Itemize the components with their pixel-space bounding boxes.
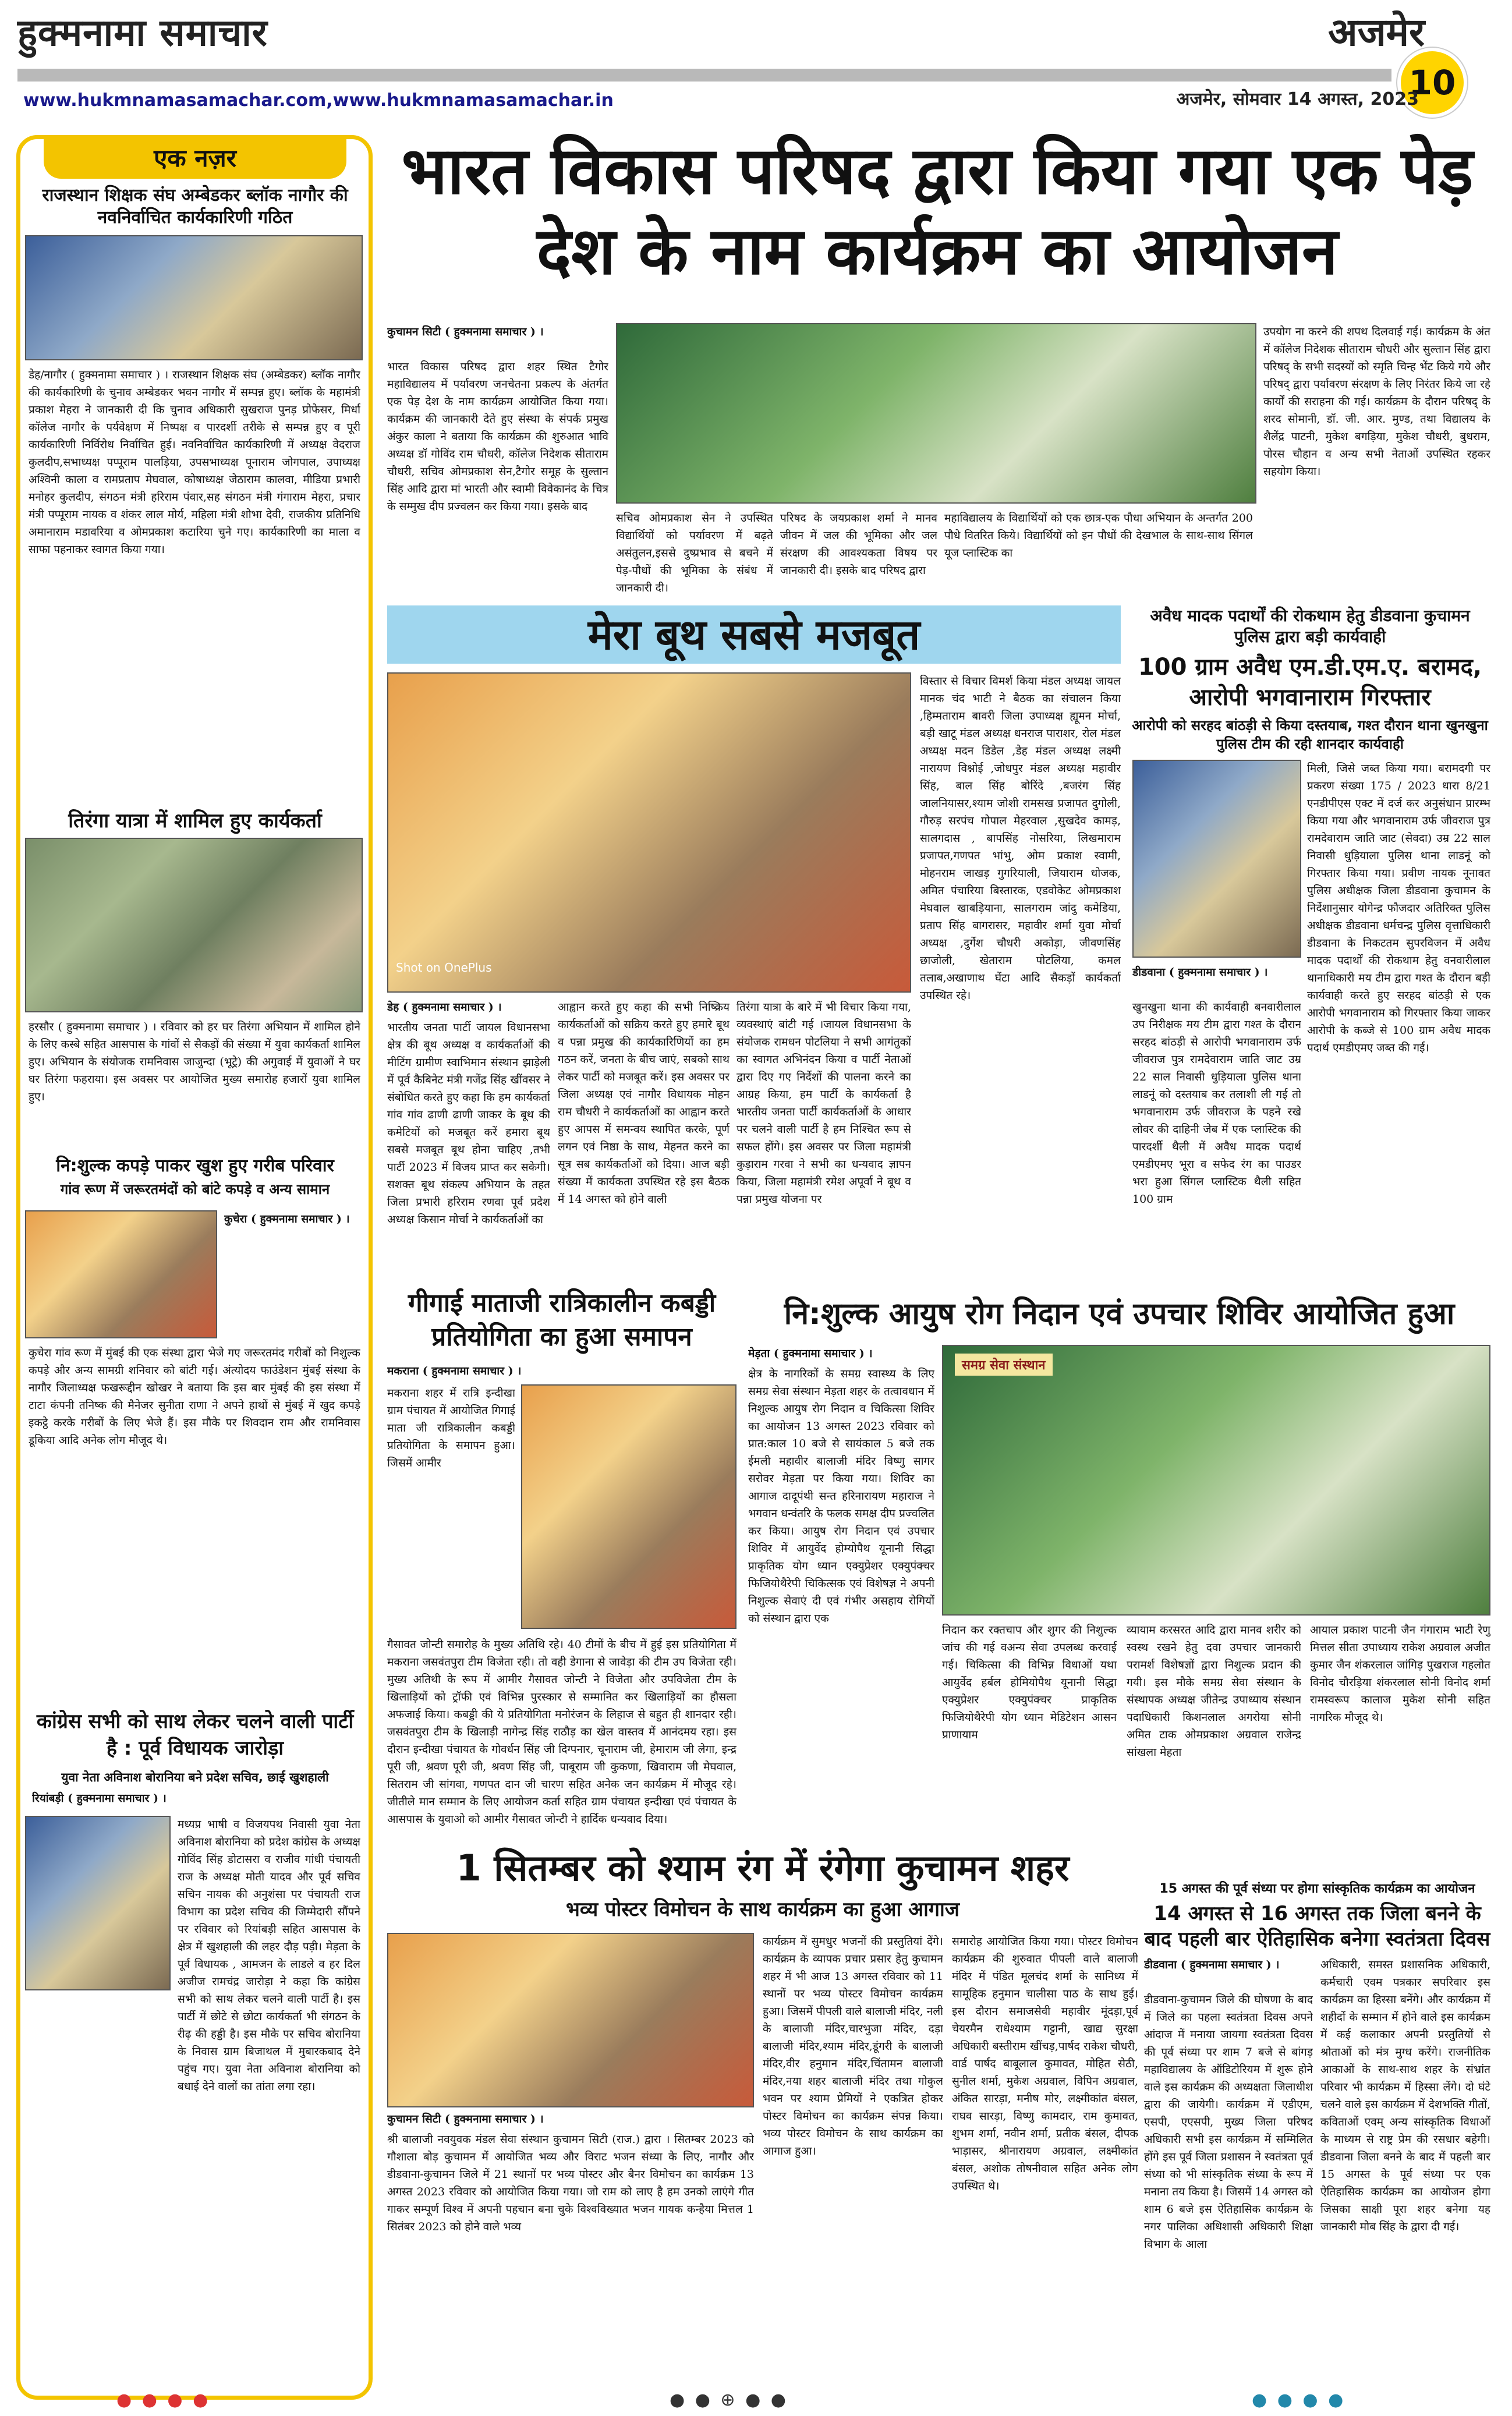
booth-column: आह्वान करते हुए कहा की सभी निष्क्रिय कार्यकर्ताओं को सक्रिय करते हुए हमारे बूथ व पन्ना प्रमुख की कार्यकारिणियों का हम गठन करें, जनता के बीच जाएं, सबको साथ लेकर पार्टी को मजबूत करें। इस अवसर पर जिला अध्यक्ष एवं नागौर विधायक मोहन राम चौधरी ने कार्यकर्ताओं का आह्वान करते हुए आपस में समन्वय स्थापित करके, पूर्ण लगन एवं निष्ठा के साथ, मेहनत करने का सूत्र सब कार्यकर्ताओं को दिया। आज बड़ी संख्या में कार्यकता उपस्थित रहे इस बैठक में 14 अगस्त को होने वाली (558, 1001, 730, 1206)
ayush-column: आयाल प्रकाश पाटनी जैन गंगाराम भाटी रेणु मित्तल सीता उपाध्याय राकेश अग्रवाल अजीत कुमार जैन शंकरलाल जांगिड़ पुखराज गहलोत विनोद चौरड़िया शंकरलाल सोनी विनोद शर्मा रामस्वरूप कालाज मुकेश सोनी सहित नागरिक मौजूद थे। (1310, 1624, 1490, 1724)
story-headline: तिरंगा यात्रा में शामिल हुए कार्यकर्ता (68, 809, 322, 833)
booth-column: विस्तार से विचार विमर्श किया मंडल अध्यक्ष जायल मानक चंद भाटी ने बैठक का संचालन किया ,हिम्मताराम बावरी जिला उपाध्यक्ष ह्यूमन मोर्चा, बड़ी खाटू मंडल अध्यक्ष धनराज पाराशर, रोल मंडल अध्यक्ष मदन डिडेल ,डेह मंडल अध्यक्ष लक्ष्मी नारायण विश्नोई ,जोधपुर मंडल अध्यक्ष महावीर सिंह, बाल सिंह बोरिंदे ,बजरंग सिंह जालनियासर,श्याम जोशी रामसख प्रजापत दुगोली, गौरुड़ सरपंच गोपाल मेहरवाल ,सुखदेव कामड़, सालगदास , बापसिंह नोसरिया, लिखमाराम प्रजापत,गणपत भांभु, ओम प्रकाश स्वामी, मोहनराम जाखड़ गुगरियाली, जियाराम धोजक, अमित पंचारिया बिस्तारक, एडवोकेट ओमप्रकाश मेघवाल खाबड़ियाना, सालगराम जांदु कमेडिया, प्रताप सिंह बागरासर, महावीर शर्मा युवा मोर्चा अध्यक्ष ,दुर्गेश चौधरी अकोड़ा, जीवणसिंह छाजोली, खेताराम पोटलिया, कमल तलाब,अखाणाथ घेंटा आदि सैकड़ों कार्यकर्ता उपस्थित रहे। (920, 675, 1121, 1002)
booth-photo (387, 672, 911, 993)
website-links[interactable]: www.hukmnamasamachar.com,www.hukmnamasamachar.in (23, 90, 614, 111)
ek-nazar-sidebar (16, 135, 373, 2400)
page-number-badge: 10 (1397, 48, 1467, 118)
photo-watermark: Shot on OnePlus (396, 961, 492, 975)
registration-dots-left: ● ● ● ● (116, 2390, 211, 2410)
story-photo (25, 838, 363, 1012)
kabaddi-body: मकराना शहर में रात्रि इन्दीखा ग्राम पंचायत में आयोजित गिगाई माता जी रात्रिकालीन कबड्डी प्रतियोगिता के समापन हुआ। जिसमें आमीर (387, 1387, 515, 1469)
ayush-photo (942, 1345, 1490, 1616)
booth-headline: मेरा बूथ सबसे मजबूत (387, 605, 1121, 664)
shyam-photo (387, 1933, 754, 2107)
independence-column: अधिकारी, समस्त प्रशासनिक अधिकारी, कर्मचारी एवम पत्रकार सपरिवार इस कार्यक्रम का हिस्सा बनेंगे। और कार्यक्रम में शहीदों के सम्मान में होने वाले इस कार्यक्रम में कई कलाकार अपनी प्रस्तुतियों से श्रोताओं को मंत्र मुग्ध करेंगे। राजनीतिक आकाओं के साथ-साथ शहर के संभ्रांत परिवार भी कार्यक्रम में हिस्सा लेंगे। दो घंटे चलने वाले इस कार्यक्रम में देशभक्ति गीतों, कविताओं एवम् अन्य सांस्कृतिक विधाओं के माध्यम से राष्ट्र प्रेम की रसधार बहेगी। डीडवाना जिला बनने के बाद में पहली बार 15 अगस्त के पूर्व संध्या पर एक ऐतिहासिक कार्यक्रम का आयोजन होगा जिसका साक्षी पूरा शहर बनेगा यह जानकारी मोब सिंह के द्वारा दी गई। (1320, 1958, 1490, 2233)
lead-column: उपयोग ना करने की शपथ दिलवाई गई। कार्यक्रम के अंत में कॉलेज निदेशक सीताराम चौधरी और सुल्तान सिंह द्वारा परिषद् के सभी सदस्यों को स्मृति चिन्ह भेंट किये गये और परिषद् द्वारा पर्यावरण संरक्षण के लिए निरंतर किये जा रहे कार्यों की सराहना की गई। कार्यक्रम के दौरान परिषद् के शरद सोमानी, डॉ. जी. आर. मुण्ड, तथा विद्यालय के शैलेंद्र पाटनी, मुकेश बगड़िया, मुकेश चौधरी, बुधराम, पोरस चौहान व अन्य सभी नेताओं उपस्थित रहकर सहयोग किया। (1263, 325, 1490, 478)
shyam-column: कार्यक्रम में सुमधुर भजनों की प्रस्तुतियां देंगे। कार्यक्रम के व्यापक प्रचार प्रसार हेतु कुचामन शहर में भी आज 13 अगस्त रविवार को 11 स्थानों पर भव्य पोस्टर विमोचन कार्यक्रम हुआ। जिसमें पीपली वाले बालाजी मंदिर, नली के बालाजी मंदिर,चारभुजा मंदिर, दड़ा बालाजी मंदिर,श्याम मंदिर,डूंगरी के बालाजी मंदिर,वीर हनुमान मंदिर,चिंतामन बालाजी मंदिर,नया शहर बालाजी मंदिर तथा गोकुल भवन पर श्याम प्रेमियों ने एकत्रित होकर पोस्टर विमोचन का कार्यक्रम संपन्न किया। भव्य पोस्टर विमोचन के साथ कार्यक्रम का आगाज हुआ। (763, 1935, 943, 2158)
police-headline: 100 ग्राम अवैध एम.डी.एम.ए. बरामद, आरोपी भगवानाराम गिरफ्तार (1138, 654, 1482, 711)
lead-column: महाविद्यालय के विद्यार्थियों को एक छात्र-एक पौधा अभियान के अन्तर्गत 200 पौधे वितरित किये। विद्यार्थियों को इन पौधों की देखभाल के साथ-साथ सिंगल यूज प्लास्टिक का (944, 512, 1253, 559)
dateline: अजमेर, सोमवार 14 अगस्त, 2023 (1176, 89, 1419, 109)
police-body: मिली, जिसे जब्त किया गया। बरामदगी पर प्रकरण संख्या 175 / 2023 धारा 8/21 एनडीपीएस एक्ट में दर्ज कर अनुसंधान प्रारम्भ किया गया और भगवानाराम उर्फ जीवराज पुत्र रामदेवाराम जाति जाट (सेवदा) उम्र 22 साल निवासी धुड़ियाला पुलिस थाना लाडनूं को गिरफ्तार किया गया। प्रवीण नायक नूनावत पुलिस अधीक्षक जिला डीडवाना कुचामन के निर्देशानुसार योगेन्द्र फौजदार अतिरिक्त पुलिस अधीक्षक डीडवाना धर्मचन्द्र पुलिस वृत्ताधिकारी डीडवाना के निकटतम सुपरविजन में अवैध मादक पदार्थों की रोकथाम हेतु वनवारीलाल थानाधिकारी मय टीम द्वारा गश्त के दौरान बड़ी कार्यवाही करते हुए सरहद बांठड़ी से एक आरोपी भगवानाराम को गिरफ्तार किया जाकर आरोपी के कब्जे से 100 ग्राम अवैध मादक पदार्थ एमडीएमए जब्त की गई। (1307, 762, 1490, 1054)
lead-column: भारत विकास परिषद द्वारा शहर स्थित टैगोर महाविद्यालय में पर्यावरण जनचेतना प्रकल्प के अंतर्गत एक पेड़ देश के नाम कार्यक्रम आयोजित किया गया। कार्यक्रम की जानकारी देते हुए संस्था के संपर्क प्रमुख अंकुर काला ने बताया कि कार्यक्रम की शुरुआत भावि अध्यक्ष डॉ गोविंद राम चौधरी, कॉलेज निदेशक सीताराम चौधरी, सचिव ओमप्रकाश सेन,टैगोर समूह के सुल्तान सिंह आदि द्वारा मां भारती और स्वामी विवेकानंद के चित्र के सम्मुख दीप प्रज्वलन कर किया गया। इसके बाद (387, 360, 608, 513)
story-headline: कांग्रेस सभी को साथ लेकर चलने वाली पार्टी है : पूर्व विधायक जारोड़ा (36, 1710, 354, 1760)
shyam-column: समारोह आयोजित किया गया। पोस्टर विमोचन कार्यक्रम की शुरुवात पीपली वाले बालाजी मंदिर में पंडित मूलचंद शर्मा के सानिध्य में सामूहिक हनुमान चालीसा पाठ के साथ हुई। इस दौरान समाजसेवी महावीर मूंदड़ा,पूर्व चेयरमैन राधेश्याम गट्टानी, खाद्य सुरक्षा अधिकारी बस्तीराम खींचड़,पार्षद राकेश चौधरी, वार्ड पार्षद बाबूलाल कुमावत, मोहित सेठी, सुनील शर्मा, मुकेश अग्रवाल, विपिन अग्रवाल, अंकित सारड़ा, मनीष मोर, लक्ष्मीकांत बंसल, राघव सारड़ा, विष्णु कामदार, राम कुमावत, शुभम शर्मा, नवीन शर्मा, प्रतीक बंसल, दीपक भाड़ासर, श्रीनारायण अग्रवाल, लक्ष्मीकांत बंसल, अशोक तोषनीवाल सहित अनेक लोग उपस्थित थे। (952, 1935, 1138, 2192)
kabaddi-headline: गीगाई माताजी रात्रिकालीन कबड्डी प्रतियोगिता का हुआ समापन (408, 1288, 716, 1352)
story-body: हरसौर ( हुक्मनामा समाचार ) । रविवार को हर घर तिरंगा अभियान में शामिल होने के लिए कस्बे सहित आसपास के गांवों से सैकड़ों की संख्या में युवा कार्यकर्ता शामिल हुए। अभियान के संयोजक रामनिवास जाजुन्दा (भूट्रे) की अगुवाई में युवाओं ने घर घर तिरंगा फहराया। इस अवसर पर आयोजित मुख्य समारोह हजारों युवा शामिल हुए। (29, 1021, 360, 1103)
story-body: डेह/नागौर ( हुक्मनामा समाचार ) । राजस्थान शिक्षक संघ (अम्बेडकर) ब्लॉक नागौर की कार्यकारिणी के चुनाव अम्बेडकर भवन नागौर में सम्पन्न हुए। ब्लॉक के महामंत्री प्रकाश मेहरा ने जानकारी दी कि चुनाव अधिकारी सुखराज पुनड़ प्रोफेसर, मिर्धा कॉलेज नागौर के पर्यवेक्षण में निष्पक्ष व पारदर्शी तरीके से सम्पन्न हुए व पूरी कार्यकारिणी निर्विरोध निर्वाचित हुई। नवनिर्वाचित कार्यकारिणी में अध्यक्ष वेदराज कुलदीप,सभाध्यक्ष पप्पूराम पालड़िया, उपसभाध्यक्ष पूनाराम जोगपाल, उपाध्यक्ष अश्विनी काला व रामप्रताप मेघवाल, कोषाध्यक्ष जेठाराम कालवा, मीडिया प्रभारी मनोहर कुलदीप, संगठन मंत्री हरिराम पंवार,सह संगठन मंत्री गंगाराम मेहरा, प्रचार मंत्री पप्पूराम नायक व शंकर लाल मोर्य, महिला मंत्री शोभा देवी, राजकीय प्रतिनिधि अमानाराम मडावरिया व ओमप्रकाश कटारिया चुने गए। कार्यकारिणी का माला व साफा पहनाकर स्वागत किया गया। (29, 369, 360, 556)
booth-byline: डेह ( हुक्मनामा समाचार ) । (387, 1001, 502, 1014)
shyam-subhead: भव्य पोस्टर विमोचन के साथ कार्यक्रम का हुआ आगाज (566, 1898, 959, 1921)
police-body: खुनखुना थाना की कार्यवाही बनवारीलाल उप निरीक्षक मय टीम द्वारा गश्त के दौरान सरहद बांठड़ी से आरोपी भगवानाराम उर्फ जीवराज पुत्र रामदेवाराम जाति जाट उम्र 22 साल निवासी धुड़ियाला पुलिस थाना लाडनूं को दस्तयाब कर तलाशी ली गई तो भगवानाराम उर्फ जीवराज के पहने रखे लोवर की दाहिनी जेब में एक प्लास्टिक की पारदर्शी थैली में अवैध मादक पदार्थ एमडीएमए भूरा व सफेद रंग का पाउडर भरा हुआ सिंगल प्लास्टिक थैली सहित 100 ग्राम (1132, 1001, 1301, 1206)
independence-kicker: 15 अगस्त की पूर्व संध्या पर होगा सांस्कृतिक कार्यक्रम का आयोजन (1159, 1882, 1475, 1896)
ayush-byline: मेड़ता ( हुक्मनामा समाचार ) । (748, 1347, 873, 1360)
masthead-rule (17, 69, 1391, 82)
shyam-byline: कुचामन सिटी ( हुक्मनामा समाचार ) । (387, 2113, 544, 2125)
ayush-column: व्यायाम करसरत आदि द्वारा मानव शरीर को स्वस्थ रखने हेतु दवा उपचार जानकारी परामर्श विशेषज्ञों द्वारा निशुल्क प्रदान की गयी। इस मौके समग्र सेवा संस्थान के संस्थापक अध्यक्ष जीतेन्द्र उपाध्याय संस्थान पदाधिकारी किशनलाल अगरोया सोनी अमित टाक ओमप्रकाश अग्रवाल राजेन्द्र सांखला मेहता (1127, 1624, 1301, 1759)
kabaddi-body: गैसावत जोन्टी समारोह के मुख्य अतिथि रहे। 40 टीमों के बीच में हुई इस प्रतियोगिता में मकराना जसवंतपुरा टीम विजेता रही। तो वही डेगाना से जावेड़ा की टीम उप विजेता रही। मुख्य अतिथी के रूप में आमीर गैसावत जोन्टी ने विजेता और उपविजेता टीम के खिलाड़ियों को ट्रॉफी एवं विभिन्न पुरस्कार से सम्मानित कर खिलाड़ियों का हौसला अफजाई किया। कबड्डी की ये प्रतियोगिता मनोरंजन के लिहाज से बहुत ही शानदार रही। जसवंतपुरा टीम के खिलाड़ी नागेन्द्र सिंह राठौड़ का खेल वास्तव में आनंदमय रहा। इस दौरान इन्दीखा पंचायत के गोवर्धन सिंह जी दिग्पनार, चूनाराम जी, हेमाराम जी लेगा, इन्द्र पूरी जी, श्रवण पूरी जी, श्रवण सिंह जी, पाबूराम जी कुकणा, खिवाराम जी मेघवाल, सितराम जी सांगवा, गणपत दान जी चारण सहित अनेक जन कार्यक्रम में मौजूद रहे। जीतीले मान सम्मान के लिए आयोजन कर्ता सहित ग्राम पंचायत इन्दीखा एवं पंचायत के आसपास के युवाओ को आमीर गैसावत जोन्टी ने हार्दिक धन्यवाद दिया। (387, 1638, 736, 1826)
booth-column: तिरंगा यात्रा के बारे में भी विचार किया गया, व्यवस्थाएं बांटी गई ।जायल विधानसभा के संयोजक रामधन पोटलिया ने सभी आगंतुकों का स्वागत अभिनंदन किया व पार्टी नेताओं द्वारा दिए गए निर्देशों की पालना करने का आग्रह किया, हम पार्टी के कार्यकर्ता है भारतीय जनता पार्टी कार्यकर्ताओं के आधार पर चलने वाली पार्टी है हम निश्चित रूप से सफल होंगे। इस अवसर पर जिला महामंत्री कुड़ाराम गरवा ने सभी का धन्यवाद ज्ञापन किया, जिला महामंत्री रमेश अपूर्वा ने बूथ व पन्ना प्रमुख योजना पर (736, 1001, 911, 1206)
story-subhead: युवा नेता अविनाश बोरानिया बने प्रदेश सचिव, छाई खुशहाली (61, 1770, 329, 1784)
lead-headline: भारत विकास परिषद द्वारा किया गया एक पेड़ देश के नाम कार्यक्रम का आयोजन (401, 133, 1474, 289)
kabaddi-byline: मकराना ( हुक्मनामा समाचार ) । (387, 1365, 522, 1377)
story-subhead: गांव रूण में जरूरतमंदों को बांटे कपड़े व अन्य सामान (60, 1181, 330, 1198)
story-byline: कुचेरा ( हुक्मनामा समाचार ) । (224, 1213, 350, 1225)
paper-name: हुक्मनामा समाचार (17, 12, 268, 55)
story-photo (25, 235, 363, 360)
independence-headline: 14 अगस्त से 16 अगस्त तक जिला बनने के बाद पहली बार ऐतिहासिक बनेगा स्वतंत्रता दिवस (1144, 1902, 1490, 1951)
lead-photo (616, 323, 1256, 504)
story-headline: नि:शुल्क कपड़े पाकर खुश हुए गरीब परिवार (56, 1156, 334, 1176)
shyam-column: श्री बालाजी नवयुवक मंडल सेवा संस्थान कुचामन सिटी (राज.) द्वारा । सितम्बर 2023 को गौशाला बोड़ कुचामन में आयोजित भव्य और विराट भजन संध्या के लिए, नागौर और डीडवाना-कुचामन जिले में 21 स्थानों पर भव्य पोस्टर और बैनर विमोचन का कार्यक्रम 13 अगस्त 2023 रविवार को आयोजित किया गया। जो राम को लाए है हम उनको लाएंगे गीत गाकर सम्पूर्ण विश्व में अपनी पहचान बना चुके विश्वविख्यात भजन गायक कन्हैया मित्तल 1 सितंबर 2023 को होने वाले भव्य (387, 2133, 754, 2233)
story-byline: रियांबड़ी ( हुक्मनामा समाचार ) । (32, 1792, 167, 1805)
ayush-column: निदान कर रक्तचाप और शुगर की निशुल्क जांच की गई वअन्य सेवा उपलब्ध करवाई गई। चिकित्सा की विभिन्न विधाओं यथा आयुर्वेद हर्बल होमियोपैथ यूनानी सिद्धा एक्युप्रेशर एक्युपंक्चर प्राकृतिक फिजियोथैरेपी योग ध्यान मेडिटेशन आसन प्राणायाम (942, 1624, 1117, 1741)
booth-column: भारतीय जनता पार्टी जायल विधानसभा क्षेत्र की बूथ अध्यक्ष व कार्यकर्ताओं की मीटिंग ग्रामीण स्वाभिमान संस्थान झाड़ेली में पूर्व कैबिनेट मंत्री गजेंद्र सिंह खींवसर ने संबोधित करते हुए कहा कि हम कार्यकर्ता गांव गांव ढाणी ढाणी जाकर के बूथ की कमेटियों को मजबूत करें हमारा बूथ सबसे मजबूत बूथ होना चाहिए ,तभी पार्टी 2023 में विजय प्राप्त कर सकेगी। सशक्त बूथ संकल्प अभियान के तहत जिला प्रभारी हरिराम रणवा पूर्व प्रदेश अध्यक्ष किसान मोर्चा ने कार्यकर्ताओं का (387, 1021, 550, 1226)
edition-city: अजमेर (1328, 10, 1425, 55)
story-body: कुचेरा गांव रूण में मुंबई की एक संस्था द्वारा भेजे गए जरूरतमंद गरीबों को निशुल्क कपड़े और अन्य सामग्री शनिवार को बांटी गई। अंत्योदय फाउंडेशन मुंबई संस्था के नागौर जिलाध्यक्ष फखरूद्दीन खोखर ने बताया कि इस बार मुंबई की इस संस्था में टाटा कंपनी तनिष्क की मैनेजर सुनीता राणा ने अपने हाथों से मुंबई में खुद कपड़े इकट्ठे करके गरीबों के लिए भेजे हैं। इस मौके पर शिवदान राम और रामनिवास डूकिया आदि अनेक लोग मौजूद थे। (29, 1347, 360, 1447)
story-photo (25, 1210, 217, 1338)
ayush-headline: नि:शुल्क आयुष रोग निदान एवं उपचार शिविर आयोजित हुआ (784, 1296, 1455, 1331)
kabaddi-photo (521, 1384, 736, 1629)
police-kicker: अवैध मादक पदार्थों की रोकथाम हेतु डीडवाना कुचामन पुलिस द्वारा बड़ी कार्यवाही (1150, 606, 1470, 646)
lead-column: सचिव ओमप्रकाश सेन ने उपस्थित विद्यार्थियों को पर्यावरण में बढ़ते असंतुलन,इससे दुष्प्रभाव से बचने में पेड़-पौधों की भूमिका के संबंध में जानकारी दी। (616, 512, 773, 594)
independence-byline: डीडवाना ( हुक्मनामा समाचार ) । (1144, 1958, 1280, 1971)
police-photo (1132, 760, 1301, 958)
photo-banner-text: समग्र सेवा संस्थान (955, 1354, 1053, 1376)
police-byline: डीडवाना ( हुक्मनामा समाचार ) । (1132, 966, 1268, 979)
lead-byline: कुचामन सिटी ( हुक्मनामा समाचार ) । (387, 325, 544, 338)
registration-dots-center: ● ● ⊕ ● ● (670, 2390, 788, 2410)
police-subhead: आरोपी को सरहद बांठड़ी से किया दस्तयाब, गश्त दौरान थाना खुनखुना पुलिस टीम की रही शानदार कार्यवाही (1132, 717, 1488, 752)
story-headline: राजस्थान शिक्षक संघ अम्बेडकर ब्लॉक नागौर की नवनिर्वाचित कार्यकारिणी गठित (42, 185, 348, 228)
sidebar-tag: एक नज़र (44, 138, 346, 179)
independence-column: डीडवाना-कुचामन जिले की घोषणा के बाद में जिले का पहला स्वतंत्रता दिवस अपने आंदाज में मनाया जायगा स्वतंत्रता दिवस की पूर्व संध्या पर शाम 7 बजे से बांगड़ महाविद्यालय के ऑडिटोरियम में शुरू होने वाले इस कार्यक्रम की अध्यक्षता जिलाधीश द्वारा की जायेगी। कार्यक्रम में एडीएम, एसपी, एएसपी, मुख्य जिला परिषद अधिकारी सभी इस कार्यक्रम में सम्मिलित होंगे इस पूर्व जिला प्रशासन ने स्वतंत्रता पूर्व संध्या को भी सांस्कृतिक संध्या के रूप में मनाना तय किया है। जिसमें 14 अगस्त को शाम 6 बजे इस ऐतिहासिक कार्यक्रम के नगर पालिका अधिशासी अधिकारी शिक्षा विभाग के आला (1144, 1993, 1313, 2251)
shyam-headline: 1 सितम्बर को श्याम रंग में रंगेगा कुचामन शहर (456, 1847, 1070, 1889)
ayush-column: क्षेत्र के नागरिकों के समग्र स्वास्थ्य के लिए समग्र सेवा संस्थान मेड़ता शहर के तत्वावधान में निशुल्क आयुष रोग निदान व चिकित्सा शिविर का आयोजन 13 अगस्त 2023 रविवार को प्रात:काल 10 बजे से सायंकाल 5 बजे तक ईमली महावीर बालाजी मंदिर विष्णु सागर सरोवर मेड़ता पर किया गया। शिविर का आगाज दादूपंथी सन्त हरिनारायण महाराज ने भगवान धन्वंतरि के फलक समक्ष दीप प्रज्वलित कर किया। आयुष रोग निदान एवं उपचार शिविर में आयुर्वेद होम्योपैथ यूनानी सिद्धा प्राकृतिक योग ध्यान एक्युप्रेशर एक्युपंक्चर फिजियोथैरेपी चिकित्सक एवं विशेषज्ञ ने अपनी निशुल्क सेवाएं दी एवं गंभीर असहाय रोगियों को संस्थान द्वारा एक (748, 1368, 934, 1625)
lead-column: परिषद के जयप्रकाश शर्मा ने मानव जीवन में जल की भूमिका और जल संरक्षण की आवश्यकता विषय पर जानकारी दी। इसके बाद परिषद द्वारा (780, 512, 937, 577)
story-photo (25, 1816, 171, 1990)
registration-dots-right: ● ● ● ● (1252, 2390, 1346, 2410)
story-body: मध्यप्र भाषी व विजयपथ निवासी युवा नेता अविनाश बोरानिया को प्रदेश कांग्रेस के अध्यक्ष गोविंद सिंह डोटासरा व राजीव गांधी पंचायती राज के अध्यक्ष मोती यादव और पूर्व सचिव सचिन नायक की अनुशंसा पर पंचायती राज विभाग का प्रदेश सचिव की जिम्मेदारी सौंपने पर रविवार को रियांबड़ी सहित आसपास के क्षेत्र में खुशहाली की लहर दौड़ पड़ी। मेड़ता के पूर्व विधायक , आमजन के लाडले व हर दिल अजीज रामचंद्र जारोड़ा ने कहा कि कांग्रेस सभी को साथ लेकर चलने वाली पार्टी है। इस पार्टी में छोटे से छोटा कार्यकर्ता भी संगठन के रीढ़ की हड्डी है। इस मौके पर सचिव बोरानिया के निवास ग्राम बिजाथल में मुबारकबाद देने पहुंच गए। युवा नेता अविनाश बोरानिया को बधाई देने वालों का तांता लगा रहा। (178, 1818, 360, 2093)
